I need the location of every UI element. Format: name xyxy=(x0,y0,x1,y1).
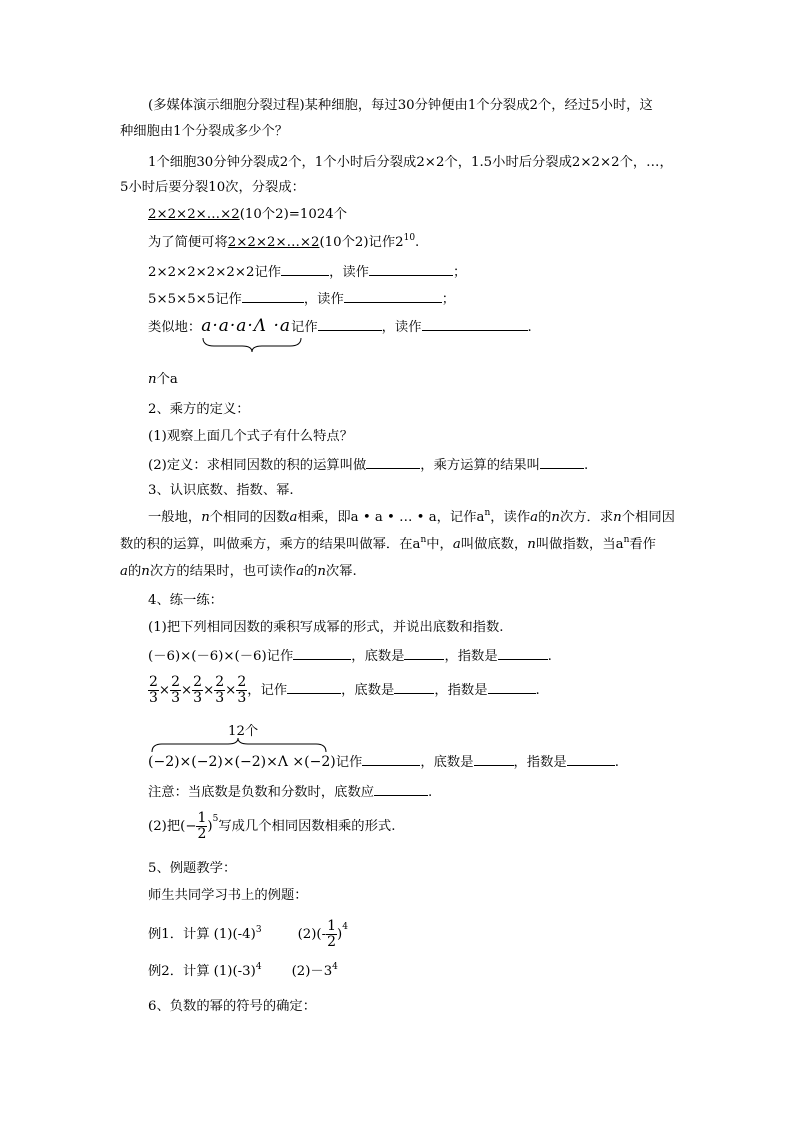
text: . xyxy=(547,649,552,664)
text: (－6)×(－6)×(－6)记作 xyxy=(148,649,294,664)
exponent: n xyxy=(623,535,630,545)
text: 5×5×5×5记作 xyxy=(148,292,242,307)
answer-blank[interactable] xyxy=(369,261,453,276)
text: 2×2×2×2×2×2记作 xyxy=(148,265,282,280)
text: (2)把 xyxy=(148,819,181,834)
answer-blank[interactable] xyxy=(287,679,341,694)
exponent: 4 xyxy=(332,962,338,972)
answer-blank[interactable] xyxy=(242,288,304,303)
text: 的 xyxy=(538,510,552,525)
exponent: 4 xyxy=(342,922,348,932)
text: . xyxy=(535,683,540,698)
text: . xyxy=(527,320,532,335)
text: 叫做底数， xyxy=(460,537,528,552)
text: 的 xyxy=(127,564,142,579)
denominator: 3 xyxy=(215,690,225,706)
section-4-row2 xyxy=(148,673,540,709)
repeated-product: a·a·a·Λ ·a xyxy=(201,316,292,336)
text: ) xyxy=(207,819,213,834)
exponent: n xyxy=(420,535,427,545)
text: ，指数是 xyxy=(434,683,488,698)
underbrace xyxy=(200,336,304,354)
text: ； xyxy=(441,292,456,307)
text: n xyxy=(201,510,210,525)
answer-blank[interactable] xyxy=(362,751,420,766)
answer-blank[interactable] xyxy=(404,645,444,660)
text: ) xyxy=(337,927,343,942)
answer-blank[interactable] xyxy=(281,261,329,276)
exponent: 5 xyxy=(212,814,219,824)
text: a xyxy=(120,564,128,579)
answer-blank[interactable] xyxy=(318,316,382,331)
answer-blank[interactable] xyxy=(394,679,434,694)
text: n xyxy=(317,564,326,579)
text: ，底数是 xyxy=(351,649,405,664)
text: 个相同的因数 xyxy=(209,510,290,525)
text: 一般地， xyxy=(148,510,202,525)
answer-blank[interactable] xyxy=(374,781,428,796)
section-2-title: 2、乘方的定义： xyxy=(148,402,250,417)
fraction xyxy=(170,675,181,706)
answer-blank[interactable] xyxy=(422,316,528,331)
fraction xyxy=(192,675,203,706)
section-3-title: 3、认识底数、指数、幂. xyxy=(148,483,294,498)
numerator: 2 xyxy=(215,674,225,690)
text: 相乘，即a • a • … • a，记作a xyxy=(297,510,485,525)
text: ； xyxy=(452,265,467,280)
text: × xyxy=(158,683,171,698)
denominator: 3 xyxy=(149,690,158,706)
numerator: 1 xyxy=(197,810,207,826)
answer-blank[interactable] xyxy=(498,645,548,660)
section-4-row3 xyxy=(148,751,619,773)
example-1 xyxy=(148,917,348,954)
intro-line-1: (多媒体演示细胞分裂过程)某种细胞，每过30分钟便由1个分裂成2个，经过5小时，这 xyxy=(148,98,653,113)
text: n xyxy=(527,537,536,552)
section-3-p2 xyxy=(120,535,656,556)
text: × xyxy=(203,683,215,698)
exponent: 4 xyxy=(255,962,262,972)
section-3-p3 xyxy=(120,562,357,582)
denominator: 3 xyxy=(171,690,180,706)
brace-label xyxy=(148,370,178,390)
text: . xyxy=(583,458,589,473)
text: × xyxy=(181,683,193,698)
text: 写成几个相同因数相乘的形式. xyxy=(218,819,396,834)
text: a xyxy=(289,510,298,525)
text: 数的积的运算，叫做乘方，乘方的结果叫做幂．在a xyxy=(120,537,421,552)
intro-line-2: 种细胞由1个分裂成多少个？ xyxy=(120,124,289,139)
section-4-row1 xyxy=(148,645,552,667)
text: 次幂. xyxy=(325,564,357,579)
text: ，指数是 xyxy=(444,649,498,664)
text: ，乘方运算的结果叫 xyxy=(420,458,540,473)
section-4-note xyxy=(148,781,432,803)
text: . xyxy=(614,755,619,770)
text: . xyxy=(415,235,420,250)
text: 记作 xyxy=(335,755,363,770)
exponent: n xyxy=(484,508,491,518)
section-4-q1: (1)把下列相同因数的乘积写成幂的形式，并说出底数和指数. xyxy=(148,620,504,635)
text: 个a xyxy=(156,372,178,387)
fraction xyxy=(326,919,337,950)
text: 次方的结果时，也可读作 xyxy=(149,564,297,579)
text: (1)(-4) xyxy=(213,927,256,942)
text: ，底数是 xyxy=(420,755,474,770)
text: 叫做指数，当a xyxy=(535,537,624,552)
numerator: 2 xyxy=(193,674,203,690)
text: . xyxy=(428,785,433,800)
text: (2)定义：求相同因数的积的运算叫做 xyxy=(148,458,367,473)
text: 记作 xyxy=(291,320,318,335)
answer-blank[interactable] xyxy=(488,679,536,694)
answer-blank[interactable] xyxy=(344,288,442,303)
product-expression: 2×2×2×…×2 xyxy=(148,207,240,222)
section-2-q1: (1)观察上面几个式子有什么特点？ xyxy=(148,429,353,444)
text: n xyxy=(551,510,560,525)
text: 次方．求 xyxy=(559,510,614,525)
text: (2)－3 xyxy=(291,964,333,979)
repeated-product: (−2)×(−2)×(−2)×Λ ×(−2) xyxy=(148,754,336,770)
text: 类似地： xyxy=(148,320,202,335)
answer-blank[interactable] xyxy=(366,454,420,469)
text: (1)(-3) xyxy=(213,964,256,979)
text: ，记作 xyxy=(247,683,288,698)
answer-blank[interactable] xyxy=(540,454,584,469)
section-2-q2 xyxy=(148,454,588,476)
product-result: (10个2)=1024个 xyxy=(239,207,348,222)
denominator: 3 xyxy=(237,690,247,706)
text: ，读作 xyxy=(329,265,369,280)
numerator: 2 xyxy=(171,674,180,690)
text: ，读作 xyxy=(303,292,344,307)
section-6-title: 6、负数的幂的符号的确定： xyxy=(148,999,317,1014)
text: 例1．计算 xyxy=(148,927,210,942)
intro-line-7 xyxy=(148,261,466,283)
text: 中， xyxy=(426,537,453,552)
text: (10个2)记作2 xyxy=(319,235,404,250)
intro-line-6 xyxy=(148,233,419,254)
fraction xyxy=(196,811,207,842)
text: 的 xyxy=(304,564,318,579)
denominator: 3 xyxy=(193,690,203,706)
fraction xyxy=(214,675,225,706)
numerator: 2 xyxy=(149,674,158,690)
section-3-p1 xyxy=(148,508,675,529)
answer-blank[interactable] xyxy=(474,751,514,766)
intro-line-3: 1个细胞30分钟分裂成2个，1个小时后分裂成2×2个，1.5小时后分裂成2×2×2个，…， xyxy=(148,155,673,170)
intro-line-4: 5小时后要分裂10次，分裂成： xyxy=(120,180,305,195)
answer-blank[interactable] xyxy=(293,645,351,660)
fraction xyxy=(236,675,247,706)
text: n xyxy=(148,372,157,387)
text: (2)(- xyxy=(297,927,327,942)
text: a xyxy=(296,564,305,579)
section-4-title: 4、练一练： xyxy=(148,593,223,608)
exponent: 3 xyxy=(255,925,262,935)
section-5-title: 5、例题教学： xyxy=(148,861,237,876)
text: ，读作 xyxy=(490,510,531,525)
denominator: 2 xyxy=(197,826,207,842)
text: 看作 xyxy=(629,537,656,552)
section-4-q2 xyxy=(148,808,395,847)
product-expression: 2×2×2×…×2 xyxy=(227,235,320,250)
text: 例2．计算 xyxy=(148,964,210,979)
fraction xyxy=(148,675,159,706)
numerator: 2 xyxy=(237,674,247,690)
intro-line-5 xyxy=(148,205,347,225)
overbrace-label: 12个 xyxy=(228,724,259,739)
text: 为了简便可将 xyxy=(148,235,228,250)
text: 注意：当底数是负数和分数时，底数应 xyxy=(148,785,375,800)
text: a xyxy=(452,537,461,552)
text: ，读作 xyxy=(381,320,422,335)
text: (− xyxy=(180,819,197,834)
answer-blank[interactable] xyxy=(567,751,615,766)
text: ，指数是 xyxy=(513,755,567,770)
text: × xyxy=(225,683,237,698)
intro-line-8 xyxy=(148,288,455,310)
section-5-sub: 师生共同学习书上的例题： xyxy=(148,888,308,903)
text: n xyxy=(141,564,150,579)
text: a xyxy=(530,510,539,525)
numerator: 1 xyxy=(327,918,336,934)
example-2 xyxy=(148,962,338,983)
denominator: 2 xyxy=(327,934,336,950)
text: 个相同因 xyxy=(621,510,675,525)
text: ，底数是 xyxy=(341,683,395,698)
exponent: 10 xyxy=(403,233,416,243)
text: n xyxy=(613,510,622,525)
